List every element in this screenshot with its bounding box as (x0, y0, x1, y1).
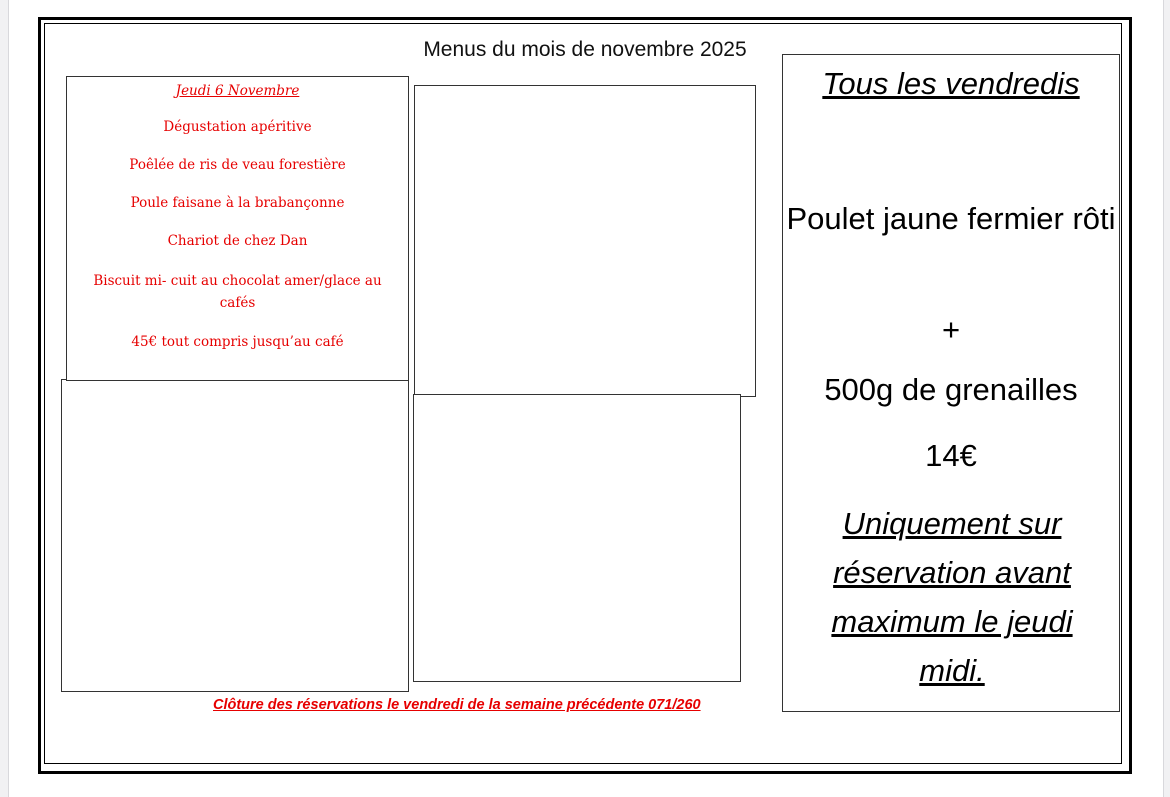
page-title: Menus du mois de novembre 2025 (423, 38, 747, 61)
thursday-menu-list (67, 83, 408, 371)
friday-price: 14€ (925, 438, 977, 473)
empty-menu-box (61, 379, 409, 692)
thursday-menu-box (66, 76, 409, 381)
empty-menu-box (413, 394, 741, 682)
menu-item: Chariot de chez Dan (167, 233, 308, 249)
friday-heading: Tous les vendredis (822, 66, 1080, 101)
menu-item: Biscuit mi- cuit au chocolat amer/glace au cafés (93, 273, 382, 311)
friday-plus: + (941, 312, 961, 347)
empty-menu-box (414, 85, 756, 397)
closing-notice: Clôture des réservations le vendredi de la semaine précédente 071/260 (213, 697, 701, 713)
friday-dish: Poulet jaune fermier rôti (786, 201, 1116, 236)
menu-price: 45€ tout compris jusqu’au café (131, 334, 344, 350)
friday-side: 500g de grenailles (824, 372, 1078, 407)
menu-item: Dégustation apéritive (163, 119, 312, 135)
friday-offer-box (782, 54, 1120, 712)
menu-item: Poule faisane à la brabançonne (130, 195, 345, 211)
menu-item: Poêlée de ris de veau forestière (129, 157, 346, 173)
friday-reservation-note: Uniquement sur réservation avant maximum le jeudi midi. (831, 506, 1073, 688)
menu-date: Jeudi 6 Novembre (175, 83, 300, 99)
